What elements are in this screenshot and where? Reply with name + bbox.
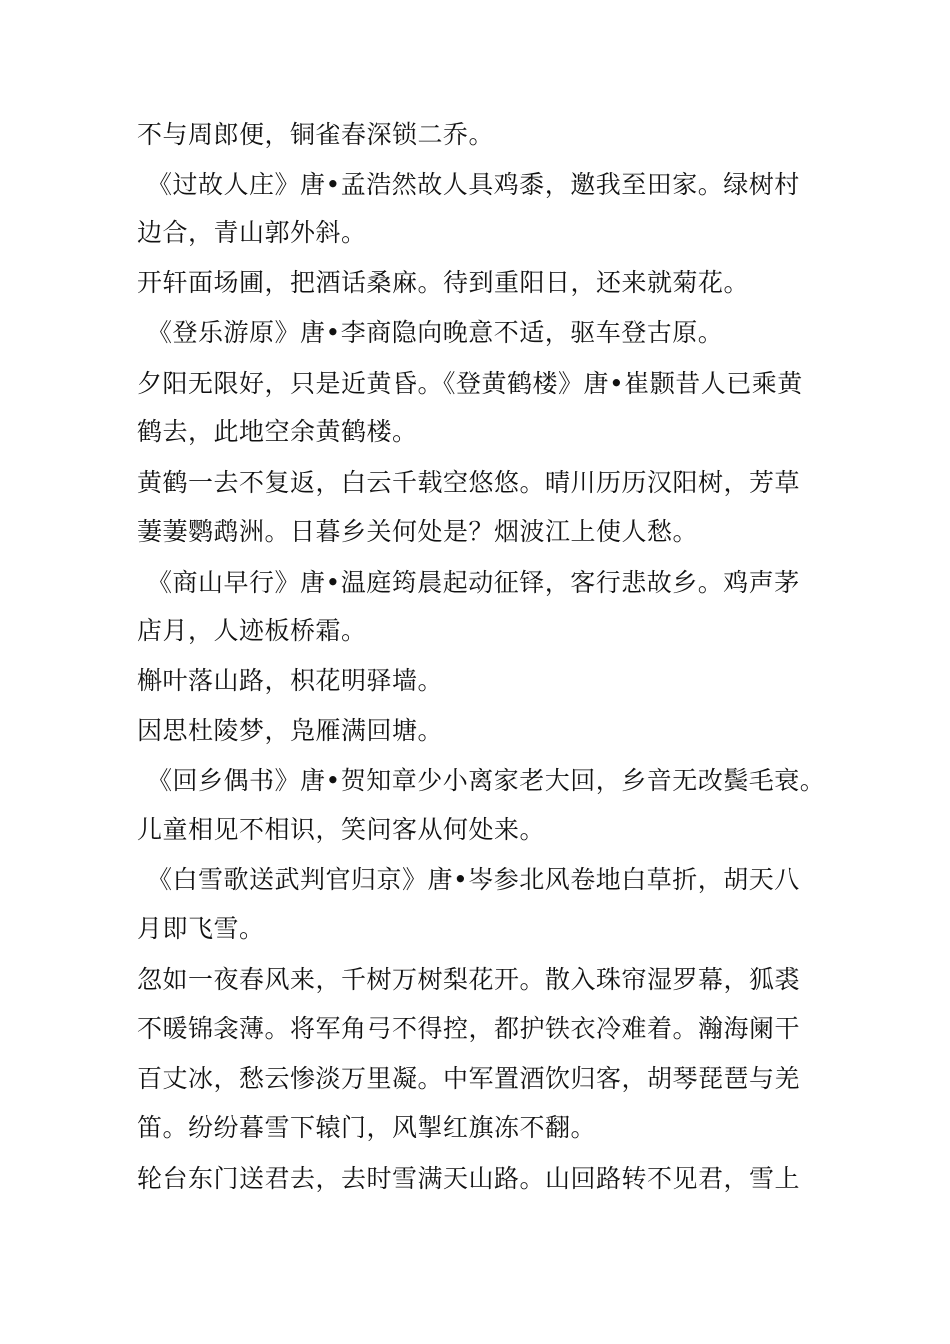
text-line: 店月，人迹板桥霜。: [137, 616, 367, 645]
text-line: 忽如一夜春风来，千树万树梨花开。散入珠帘湿罗幕，狐裘: [137, 965, 801, 994]
text-line: 《登乐游原》唐•李商隐向晚意不适，驱车登古原。: [147, 318, 724, 347]
text-line: 《商山早行》唐•温庭筠晨起动征铎，客行悲故乡。鸡声茅: [147, 568, 800, 597]
text-line: 因思杜陵梦，凫雁满回塘。: [137, 716, 444, 745]
text-line: 不暖锦衾薄。将军角弓不得控，都护铁衣冷难着。瀚海阑干: [137, 1014, 801, 1043]
text-line: 百丈冰，愁云惨淡万里凝。中军置酒饮归客，胡琴琵琶与羌: [137, 1064, 801, 1093]
text-line: 《过故人庄》唐•孟浩然故人具鸡黍，邀我至田家。绿树村: [147, 170, 800, 199]
text-line: 不与周郎便，铜雀春深锁二乔。: [137, 120, 495, 149]
text-line: 笛。纷纷暮雪下辕门，风掣红旗冻不翻。: [137, 1113, 597, 1142]
text-line: 黄鹤一去不复返，白云千载空悠悠。晴川历历汉阳树，芳草: [137, 468, 801, 497]
text-line: 月即飞雪。: [137, 914, 265, 943]
text-line: 《回乡偶书》唐•贺知章少小离家老大回，乡音无改鬓毛衰。: [147, 766, 826, 795]
text-line: 夕阳无限好，只是近黄昏。《登黄鹤楼》唐•崔颢昔人已乘黄: [137, 369, 803, 398]
text-line: 《白雪歌送武判官归京》唐•岑参北风卷地白草折，胡天八: [147, 865, 800, 894]
text-line: 开轩面场圃，把酒话桑麻。待到重阳日，还来就菊花。: [137, 268, 750, 297]
text-line: 萋萋鹦鹉洲。日暮乡关何处是？烟波江上使人愁。: [137, 517, 699, 546]
text-line: 轮台东门送君去，去时雪满天山路。山回路转不见君，雪上: [137, 1164, 801, 1193]
text-line: 儿童相见不相识，笑问客从何处来。: [137, 815, 546, 844]
text-line: 鹤去，此地空余黄鹤楼。: [137, 417, 418, 446]
text-line: 边合，青山郭外斜。: [137, 218, 367, 247]
text-line: 槲叶落山路，枳花明驿墙。: [137, 666, 444, 695]
